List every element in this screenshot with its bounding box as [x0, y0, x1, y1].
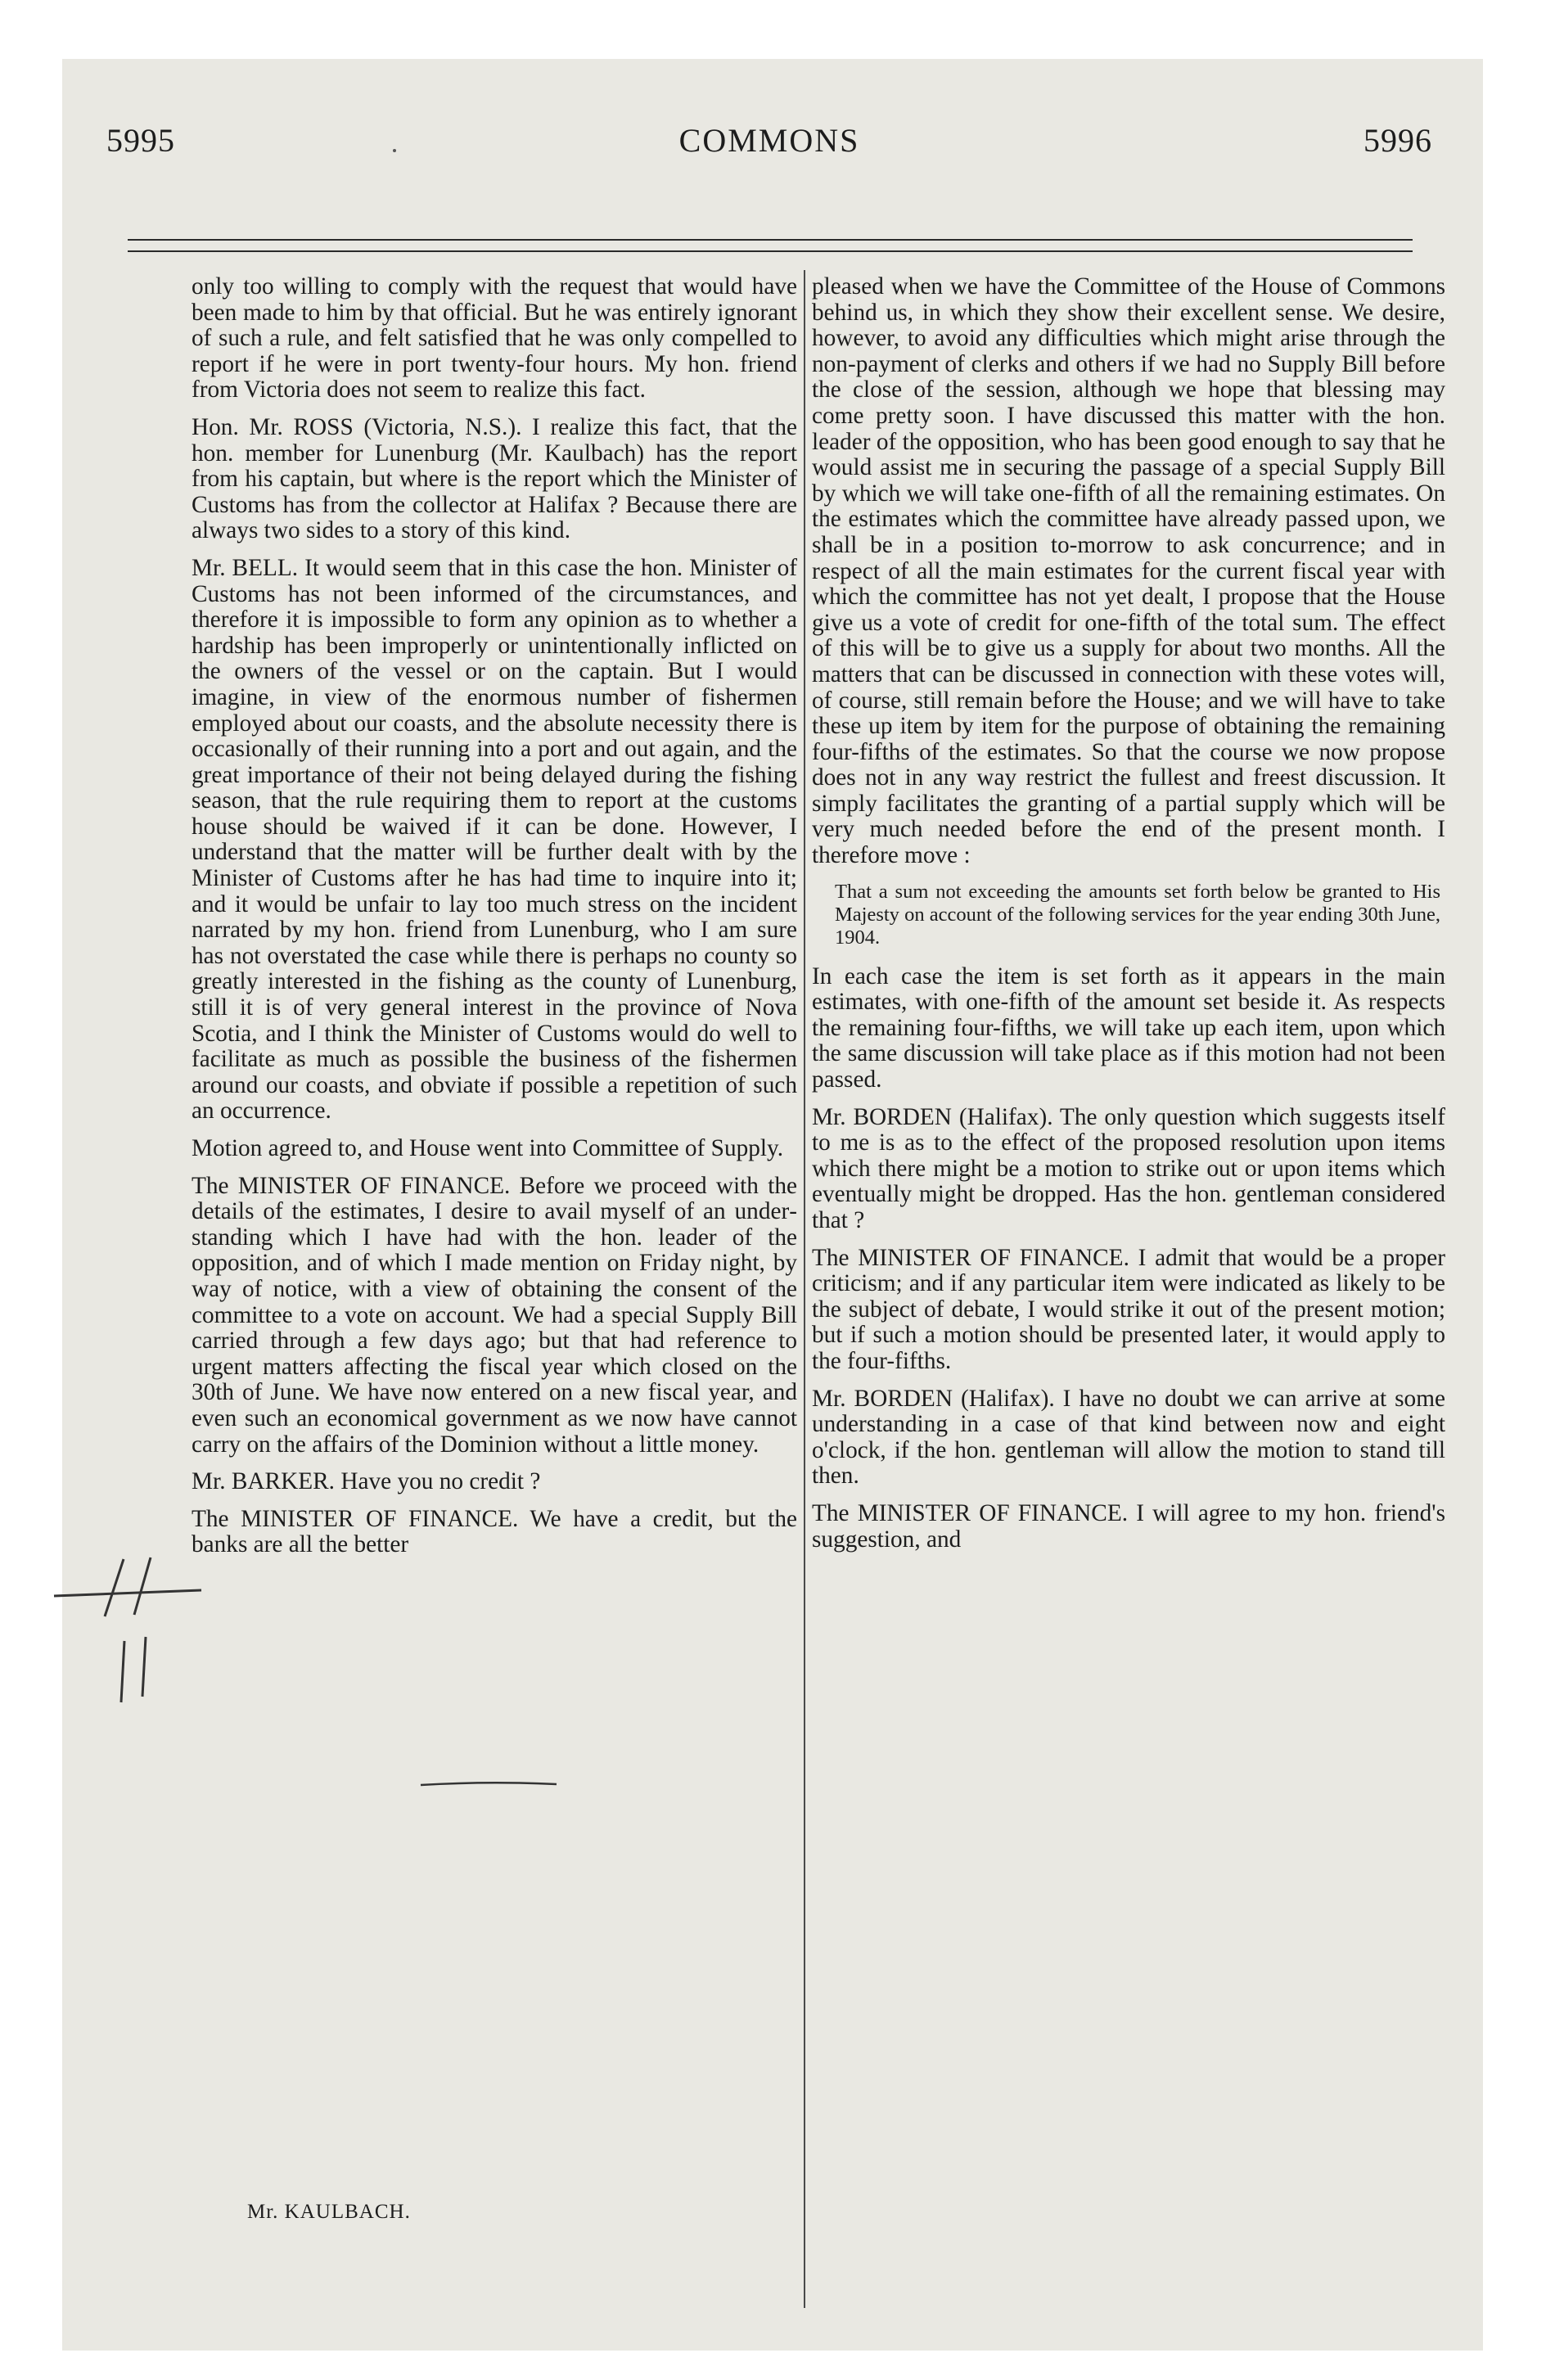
left-paragraph: The MINISTER OF FINANCE. We have a credit, but the banks are all the better	[192, 1505, 797, 1558]
left-paragraph: Hon. Mr. ROSS (Victoria, N.S.). I realize this fact, that the hon. member for Lunenburg (Mr. Kaulbach) has the report from his captain, but where is the report which the Minister of Customs has from the collector at Halifax ? Because there are always two sides to a story of this kind.	[192, 413, 797, 544]
left-paragraph: The MINISTER OF FINANCE. Before we proceed with the details of the estimates, I desire to avail myself of an understanding which I have had with the hon. leader of the opposition, and of which I made mention on Friday night, by way of notice, with a view of obtaining the consent of the committee to a vote on account. We had a special Supply Bill carried through a few days ago; but that had reference to urgent matters affecting the fiscal year which closed on the 30th of June. We have now entered on a new fiscal year, and even such an economical government as we now have cannot carry on the affairs of the Dominion without a little money.	[192, 1172, 797, 1458]
right-column	[812, 274, 1445, 1564]
running-head-title: COMMONS	[678, 122, 860, 159]
page-header	[106, 121, 1432, 170]
right-paragraph: The MINISTER OF FINANCE. I admit that would be a proper criticism; and if any particular item were indicated as likely to be the subject of debate, I would strike it out of the present motion; but if such a motion should be presented later, it would apply to the four-fifths.	[812, 1244, 1445, 1374]
left-paragraph: Mr. BARKER. Have you no credit ?	[192, 1468, 541, 1495]
column-divider	[804, 270, 805, 2308]
continuation-speaker-note: Mr. KAULBACH.	[247, 2201, 411, 2223]
left-column	[192, 274, 797, 1570]
right-paragraph: Mr. BORDEN (Halifax). I have no doubt we can arrive at some understanding in a case of that kind between now and eight o'clock, if the hon. gentleman will allow the motion to stand till then.	[812, 1385, 1445, 1490]
handwritten-underline	[419, 1780, 558, 1788]
page-number-left: 5995	[106, 122, 175, 159]
handwritten-margin-mark	[46, 1551, 210, 1706]
resolution-text: That a sum not exceeding the amounts set forth below be granted to His Majesty on account of the following services for the year ending 30th June, 1904.	[835, 880, 1440, 949]
right-paragraph: Mr. BORDEN (Halifax). The only question which suggests itself to me is as to the effect of the proposed resolution upon items which there might be a motion to strike out or upon items which eventually might be dropped. Has the hon. gentleman considered that ?	[812, 1103, 1445, 1233]
right-paragraph: pleased when we have the Committee of the House of Commons behind us, in which they show their excellent sense. We desire, however, to avoid any difficulties which might arise through the non-payment of clerks and others if we had no Supply Bill before the close of the session, although we hope that blessing may come pretty soon. I have discussed this matter with the hon. leader of the opposition, who has been good enough to say that he would assist me in securing the passage of a special Supply Bill by which we will take one-fifth of all the remaining estimates. On the estimates which the committee have already passed upon, we shall be in a position to-morrow to ask concurrence; and in respect of all the main estimates for the current fiscal year with which the committee has not yet dealt, I propose that the House give us a vote of credit for one-fifth of the total sum. The effect of this will be to give us a supply for about two months. All the matters that can be discussed in connection with these votes will, of course, still remain before the House; and we will have to take these up item by item for the purpose of obtaining the remaining four-fifths of the estimates. So that the course we now propose does not in any way restrict the fullest and freest discussion. It simply facilitates the granting of a partial supply which will be very much needed before the end of the present month. I therefore move :	[812, 273, 1445, 869]
right-paragraph: In each case the item is set forth as it appears in the main estimates, with one-fifth of the amount set beside it. As respects the remaining four-fifths, we will take up each item, upon which the same discussion will take place as if this motion had not been passed.	[812, 962, 1445, 1093]
left-paragraph: only too willing to comply with the request that would have been made to him by that official. But he was entirely ignorant of such a rule, and felt satisfied that he was only compelled to report if he were in port twenty-four hours. My hon. friend from Victoria does not seem to realize this fact.	[192, 273, 797, 403]
page-number-right: 5996	[1363, 122, 1432, 159]
header-rule-top	[128, 239, 1413, 241]
left-paragraph: Motion agreed to, and House went into Committee of Supply.	[192, 1135, 784, 1161]
header-rule-bottom	[128, 250, 1413, 252]
right-paragraph: The MINISTER OF FINANCE. I will agree to my hon. friend's suggestion, and	[812, 1499, 1445, 1553]
left-paragraph: Mr. BELL. It would seem that in this case the hon. Minister of Customs has not been informed of the circumstances, and therefore it is impossible to form any opinion as to whether a hardship has been improperly or unintentionally inflicted on the owners of the vessel or on the captain. But I would imagine, in view of the enormous number of fishermen employed about our coasts, and the absolute necessity there is occasionally of their running into a port and out again, and the great importance of their not being delayed during the fishing season, that the rule requiring them to report at the customs house should be waived if it can be done. However, I understand that the matter will be further dealt with by the Minister of Customs after he has had time to inquire into it; and it would be unfair to lay too much stress on the incident narrated by my hon. friend from Lunenburg, who I am sure has not overstated the case while there is perhaps no county so greatly interested in the fishing as the county of Lunenburg, still it is of very general interest in the province of Nova Scotia, and I think the Minister of Customs would do well to facilitate as much as possible the business of the fishermen around our coasts, and obviate if possible a repetition of such an occurrence.	[192, 554, 797, 1125]
